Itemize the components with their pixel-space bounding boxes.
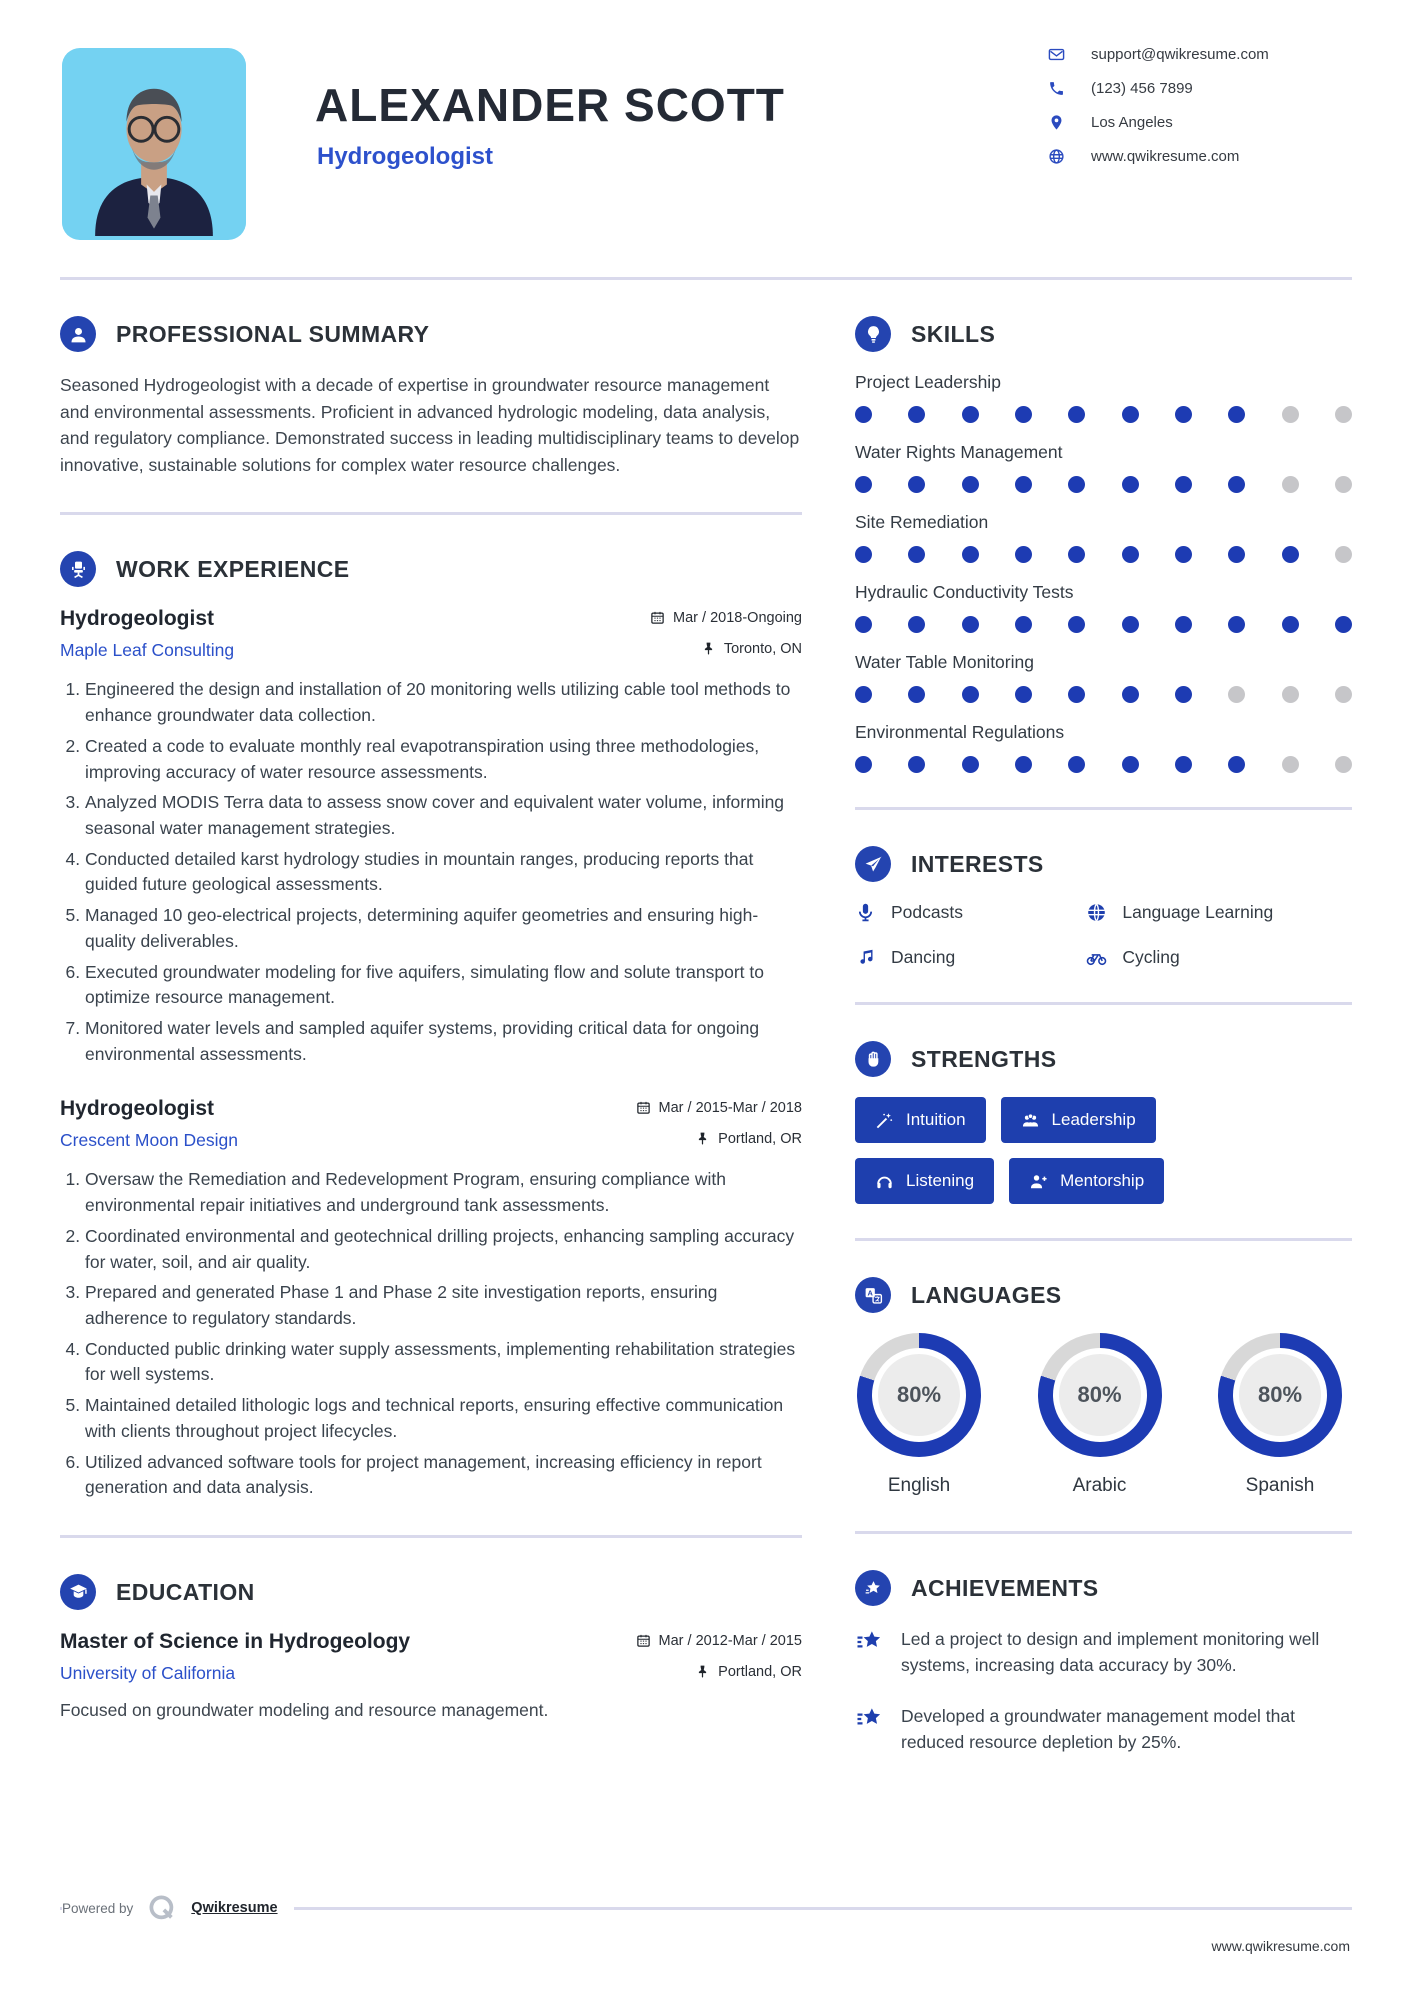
- bicycle-icon: [1086, 947, 1107, 968]
- skill-dot-filled: [908, 546, 925, 563]
- contact-website[interactable]: www.qwikresume.com: [1091, 148, 1240, 165]
- interest-item: [1086, 902, 1352, 923]
- education-heading: EDUCATION: [116, 1578, 255, 1605]
- strength-label: Intuition: [906, 1110, 966, 1129]
- header-divider: [60, 277, 1352, 280]
- job-bullet: 1. Engineered the design and installation of 20 monitoring wells utilizing cable tool methods to enhance groundwater data collection.: [85, 677, 802, 728]
- job-bullet: 6. Executed groundwater modeling for five aquifers, simulating flow and solute transport to optimize resource management.: [85, 960, 802, 1011]
- translate-icon: [855, 1277, 891, 1313]
- job-bullet: 2. Coordinated environmental and geotechnical drilling projects, enhancing sampling accuracy for water, soil, and air quality.: [85, 1224, 802, 1275]
- candidate-title: Hydrogeologist: [317, 143, 494, 170]
- job-bullet: 5. Maintained detailed lithologic logs and technical reports, ensuring effective communication with clients throughout project lifecycles.: [85, 1393, 802, 1444]
- skill-dot-filled: [1228, 546, 1245, 563]
- skill-dot-filled: [1228, 756, 1245, 773]
- job-bullet-list: [60, 677, 802, 1067]
- skill-label: Site Remediation: [855, 512, 989, 532]
- calendar-icon: [650, 610, 665, 625]
- skill-dot-empty: [1282, 476, 1299, 493]
- skill-dot-filled: [1335, 616, 1352, 633]
- microphone-icon: [855, 902, 876, 923]
- education-entry: [60, 1630, 802, 1721]
- profile-photo: [62, 48, 246, 240]
- location-pin-icon: [1048, 114, 1065, 131]
- magic-wand-icon: [875, 1111, 894, 1130]
- achievements-section-header: [855, 1570, 1352, 1606]
- interest-item: [855, 947, 1076, 968]
- job-company-link[interactable]: Maple Leaf Consulting: [60, 640, 235, 661]
- strength-badge: [855, 1097, 986, 1143]
- skill-row: [855, 652, 1352, 703]
- right-column: [855, 316, 1352, 1779]
- language-progress-ring: [857, 1333, 981, 1457]
- interest-label: Cycling: [1122, 947, 1180, 967]
- phone-icon: [1048, 80, 1065, 97]
- calendar-icon: [636, 1633, 651, 1648]
- contact-email-row: [1048, 46, 1358, 63]
- strengths-heading: STRENGTHS: [911, 1045, 1057, 1072]
- language-item: [855, 1333, 983, 1497]
- skill-dot-empty: [1335, 686, 1352, 703]
- skill-dot-filled: [855, 686, 872, 703]
- language-label: Spanish: [1245, 1475, 1315, 1496]
- contact-phone-row: [1048, 80, 1358, 97]
- skills-section-header: [855, 316, 1352, 352]
- skill-dot-filled: [1122, 476, 1139, 493]
- globe-icon: [1086, 902, 1107, 923]
- skill-row: [855, 372, 1352, 423]
- achievement-text: Led a project to design and implement monitoring well systems, increasing data accuracy by 30%.: [901, 1629, 1320, 1676]
- paper-plane-icon: [855, 846, 891, 882]
- language-item: [1036, 1333, 1164, 1497]
- skill-dots: [855, 546, 1352, 563]
- education-note: Focused on groundwater modeling and resource management.: [60, 1700, 549, 1721]
- language-label: English: [887, 1475, 951, 1496]
- skill-dot-filled: [1015, 476, 1032, 493]
- skill-dot-filled: [962, 476, 979, 493]
- contact-block: [1048, 46, 1358, 182]
- strength-badge: [1009, 1158, 1164, 1204]
- job-bullet: 2. Created a code to evaluate monthly real evapotranspiration using three methodologies, improving accuracy of water resource assessments.: [85, 734, 802, 785]
- skill-dot-empty: [1335, 756, 1352, 773]
- skill-dot-filled: [908, 756, 925, 773]
- job-entry: [60, 1097, 802, 1501]
- lightbulb-icon: [855, 316, 891, 352]
- language-item: [1216, 1333, 1344, 1497]
- job-entry: [60, 607, 802, 1067]
- skill-dot-filled: [1015, 406, 1032, 423]
- headphones-icon: [875, 1172, 894, 1191]
- interest-label: Dancing: [891, 947, 956, 967]
- qwikresume-logo: [147, 1893, 177, 1923]
- skill-dot-filled: [1175, 616, 1192, 633]
- pushpin-icon: [695, 1664, 710, 1679]
- job-bullet: 3. Prepared and generated Phase 1 and Phase 2 site investigation reports, ensuring adherence to regulatory standards.: [85, 1280, 802, 1331]
- skill-dot-filled: [1015, 756, 1032, 773]
- skill-dots: [855, 616, 1352, 633]
- achievement-item: [855, 1703, 1352, 1756]
- skill-dot-filled: [1282, 616, 1299, 633]
- job-bullet: 6. Utilized advanced software tools for project management, increasing efficiency in report generation and data analysis.: [85, 1450, 802, 1501]
- skill-dot-filled: [1068, 756, 1085, 773]
- skill-label: Water Table Monitoring: [855, 652, 1034, 672]
- skill-dot-filled: [1282, 546, 1299, 563]
- skill-dot-filled: [1175, 406, 1192, 423]
- skill-dot-filled: [1122, 406, 1139, 423]
- achievement-item: [855, 1626, 1352, 1679]
- skill-dot-filled: [1228, 406, 1245, 423]
- job-location: Toronto, ON: [701, 641, 802, 657]
- skill-dot-filled: [1228, 616, 1245, 633]
- office-chair-icon: [60, 551, 96, 587]
- skill-dot-empty: [1228, 686, 1245, 703]
- profile-photo-illustration: [62, 48, 246, 240]
- skill-dot-filled: [1068, 476, 1085, 493]
- strength-label: Listening: [906, 1171, 975, 1190]
- star-medal-icon: [855, 1570, 891, 1606]
- skill-dots: [855, 406, 1352, 423]
- skill-dot-filled: [1175, 476, 1192, 493]
- pushpin-icon: [695, 1131, 710, 1146]
- skill-dots: [855, 686, 1352, 703]
- language-progress-ring: [1218, 1333, 1342, 1457]
- skill-dots: [855, 756, 1352, 773]
- skill-dots: [855, 476, 1352, 493]
- skill-dot-filled: [1068, 546, 1085, 563]
- language-percent: 80%: [1239, 1354, 1321, 1436]
- shooting-star-icon: [855, 1627, 885, 1657]
- skill-dot-filled: [1122, 546, 1139, 563]
- skill-row: [855, 582, 1352, 633]
- skill-dot-filled: [962, 756, 979, 773]
- interests-grid: [855, 902, 1352, 968]
- skill-dot-empty: [1282, 756, 1299, 773]
- job-company-link[interactable]: Crescent Moon Design: [60, 1130, 238, 1151]
- strength-label: Mentorship: [1060, 1171, 1145, 1190]
- language-percent: 80%: [878, 1354, 960, 1436]
- skill-label: Environmental Regulations: [855, 722, 1065, 742]
- users-icon: [1021, 1111, 1040, 1130]
- skill-dot-filled: [908, 686, 925, 703]
- skills-heading: SKILLS: [911, 320, 996, 347]
- skill-dot-empty: [1335, 546, 1352, 563]
- languages-row: [855, 1333, 1352, 1497]
- language-label: Arabic: [1072, 1475, 1127, 1496]
- education-location: Portland, OR: [695, 1664, 802, 1680]
- achievement-text: Developed a groundwater management model that reduced resource depletion by 25%.: [901, 1705, 1295, 1752]
- skill-label: Hydraulic Conductivity Tests: [855, 582, 1074, 602]
- skill-dot-filled: [1015, 546, 1032, 563]
- section-divider: [855, 1002, 1352, 1005]
- job-title: Hydrogeologist: [60, 607, 215, 631]
- job-title: Hydrogeologist: [60, 1097, 215, 1121]
- job-bullet: 7. Monitored water levels and sampled aquifer systems, providing critical data for ongoing environmental assessments.: [85, 1016, 802, 1067]
- job-bullet-list: [60, 1167, 802, 1501]
- job-bullet: 3. Analyzed MODIS Terra data to assess snow cover and equivalent water volume, informing seasonal water management strategies.: [85, 790, 802, 841]
- section-divider: [60, 1535, 802, 1538]
- skill-dot-filled: [1068, 616, 1085, 633]
- skill-dot-filled: [908, 616, 925, 633]
- skill-dot-filled: [1175, 546, 1192, 563]
- person-plus-icon: [1029, 1172, 1048, 1191]
- qwikresume-link[interactable]: Qwikresume: [191, 1900, 278, 1916]
- skill-dot-filled: [962, 546, 979, 563]
- fist-icon: [855, 1041, 891, 1077]
- skill-dot-filled: [1015, 686, 1032, 703]
- job-location: Portland, OR: [695, 1131, 802, 1147]
- interests-section-header: [855, 846, 1352, 882]
- job-bullet: 4. Conducted public drinking water supply assessments, implementing rehabilitation strategies for well systems.: [85, 1337, 802, 1388]
- language-progress-ring: [1038, 1333, 1162, 1457]
- education-degree: Master of Science in Hydrogeology: [60, 1630, 411, 1654]
- skill-dot-filled: [855, 476, 872, 493]
- interest-item: [855, 902, 1076, 923]
- skill-dot-filled: [1122, 756, 1139, 773]
- skill-dot-empty: [1335, 406, 1352, 423]
- skill-dot-filled: [1122, 616, 1139, 633]
- skill-dot-filled: [1122, 686, 1139, 703]
- job-bullet: 5. Managed 10 geo-electrical projects, determining aquifer geometries and ensuring high-quality deliverables.: [85, 903, 802, 954]
- section-divider: [855, 807, 1352, 810]
- skill-dot-filled: [962, 406, 979, 423]
- strengths-section-header: [855, 1041, 1352, 1077]
- interest-label: Language Learning: [1122, 902, 1274, 922]
- contact-location: Los Angeles: [1091, 114, 1173, 131]
- strength-label: Leadership: [1051, 1110, 1136, 1129]
- skill-dot-filled: [855, 756, 872, 773]
- summary-section-header: [60, 316, 802, 352]
- contact-phone: (123) 456 7899: [1091, 80, 1193, 97]
- skill-dot-filled: [1175, 756, 1192, 773]
- user-icon: [60, 316, 96, 352]
- job-dates: Mar / 2018-Ongoing: [650, 610, 802, 626]
- globe-icon: [1048, 148, 1065, 165]
- language-percent: 80%: [1059, 1354, 1141, 1436]
- interest-label: Podcasts: [891, 902, 963, 922]
- section-divider: [60, 512, 802, 515]
- section-divider: [855, 1238, 1352, 1241]
- skill-dot-filled: [855, 546, 872, 563]
- contact-location-row: [1048, 114, 1358, 131]
- job-dates: Mar / 2015-Mar / 2018: [636, 1100, 802, 1116]
- strength-badge: [855, 1158, 994, 1204]
- job-bullet: 1. Oversaw the Remediation and Redevelopment Program, ensuring compliance with environmental repair initiatives and underground tank assessments.: [85, 1167, 802, 1218]
- skill-dot-filled: [1068, 686, 1085, 703]
- skill-dot-filled: [1015, 616, 1032, 633]
- shooting-star-icon: [855, 1704, 885, 1734]
- music-note-icon: [855, 947, 876, 968]
- skill-row: [855, 442, 1352, 493]
- svg-text:A: A: [866, 1287, 873, 1297]
- education-dates: Mar / 2012-Mar / 2015: [636, 1633, 802, 1649]
- interest-item: [1086, 947, 1352, 968]
- skill-dot-filled: [855, 616, 872, 633]
- skill-row: [855, 722, 1352, 773]
- work-section-header: [60, 551, 802, 587]
- languages-heading: LANGUAGES: [911, 1281, 1062, 1308]
- left-column: [60, 316, 802, 1751]
- strength-badge: [1001, 1097, 1156, 1143]
- graduate-icon: [60, 1574, 96, 1610]
- email-icon: [1048, 46, 1065, 63]
- footer-website[interactable]: www.qwikresume.com: [1211, 1938, 1350, 1954]
- skill-row: [855, 512, 1352, 563]
- calendar-icon: [636, 1100, 651, 1115]
- pushpin-icon: [701, 641, 716, 656]
- skill-dot-filled: [962, 686, 979, 703]
- section-divider: [855, 1531, 1352, 1534]
- job-bullet: 4. Conducted detailed karst hydrology studies in mountain ranges, producing reports that guided future geological assessments.: [85, 847, 802, 898]
- skill-dot-empty: [1282, 406, 1299, 423]
- powered-by-text: Powered by: [62, 1900, 134, 1916]
- contact-website-row: [1048, 148, 1358, 165]
- education-section-header: [60, 1574, 802, 1610]
- skill-dot-filled: [908, 476, 925, 493]
- candidate-name: ALEXANDER SCOTT: [315, 79, 785, 131]
- skill-dot-empty: [1282, 686, 1299, 703]
- powered-by-block: [62, 1889, 294, 1927]
- languages-section-header: [855, 1277, 1352, 1313]
- skill-dot-filled: [1228, 476, 1245, 493]
- education-school-link[interactable]: University of California: [60, 1663, 236, 1684]
- skill-dot-filled: [908, 406, 925, 423]
- skill-dot-empty: [1335, 476, 1352, 493]
- work-heading: WORK EXPERIENCE: [116, 555, 350, 582]
- skill-dot-filled: [962, 616, 979, 633]
- skill-label: Project Leadership: [855, 372, 1001, 392]
- summary-heading: PROFESSIONAL SUMMARY: [116, 320, 430, 347]
- skill-label: Water Rights Management: [855, 442, 1063, 462]
- interests-heading: INTERESTS: [911, 850, 1044, 877]
- contact-email[interactable]: support@qwikresume.com: [1091, 46, 1269, 63]
- summary-text: Seasoned Hydrogeologist with a decade of expertise in groundwater resource management and environmental assessments. Proficient in advanced hydrologic modeling, data analysis, and regulatory compliance. Demonstrated success in leading multidisciplinary teams to develop innovative, sustainable solutions for complex water resource challenges.: [60, 375, 800, 475]
- achievements-heading: ACHIEVEMENTS: [911, 1574, 1099, 1601]
- skill-dot-filled: [1068, 406, 1085, 423]
- strengths-badges: [855, 1097, 1285, 1204]
- skill-dot-filled: [1175, 686, 1192, 703]
- skill-dot-filled: [855, 406, 872, 423]
